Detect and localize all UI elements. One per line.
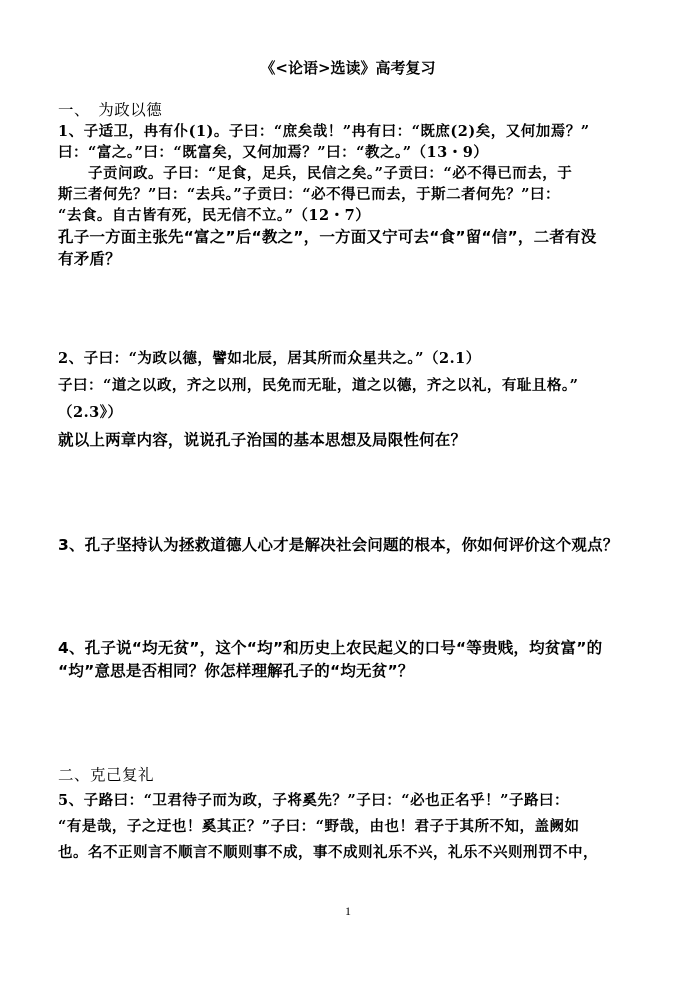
question-1-line-2: 曰：“富之。”曰：“既富矣，又何加焉？”曰：“教之。”（13・9） <box>58 144 489 161</box>
question-4-line-1: 4、孔子说“均无贫”，这个“均”和历史上农民起义的口号“等贵贱，均贫富”的 <box>58 639 603 657</box>
question-3-prompt: 3、孔子坚持认为拯救道德人心才是解决社会问题的根本，你如何评价这个观点？ <box>58 536 619 554</box>
question-1-line-4: 斯三者何先？”曰：“去兵。”子贡曰：“必不得已而去，于斯二者何先？”曰： <box>58 186 560 203</box>
section-heading-1: 一、 为政以德 <box>58 101 163 119</box>
document-title: 《<论语>选读》高考复习 <box>260 59 436 77</box>
question-5-line-1: 5、子路曰：“卫君待子而为政，子将奚先？”子曰：“必也正名乎！”子路曰： <box>58 792 569 809</box>
question-5-line-3: 也。名不正则言不顺言不顺则事不成，事不成则礼乐不兴，礼乐不兴则刑罚不中， <box>58 844 598 861</box>
question-1-prompt-line-2: 有矛盾？ <box>58 250 121 268</box>
question-2-line-1: 2、子曰：“为政以德，譬如北辰，居其所而众星共之。”（2.1） <box>58 350 481 367</box>
section-heading-2: 二、克己复礼 <box>58 766 155 784</box>
question-2-prompt: 就以上两章内容，说说孔子治国的基本思想及局限性何在？ <box>58 431 467 449</box>
question-4-line-2: “均”意思是否相同？你怎样理解孔子的“均无贫”？ <box>58 662 414 680</box>
page-number: 1 <box>345 904 351 918</box>
question-1-line-1: 1、子适卫，冉有仆(1)。子曰：“庶矣哉！”冉有曰：“既庶(2)矣，又何加焉？” <box>58 123 590 140</box>
question-1-line-3: 子贡问政。子曰：“足食，足兵，民信之矣。”子贡曰：“必不得已而去，于 <box>58 165 573 182</box>
question-1-prompt-line-1: 孔子一方面主张先“富之”后“教之”，一方面又宁可去“食”留“信”，二者有没 <box>58 228 597 246</box>
question-2-line-3: （2.3》） <box>58 404 123 421</box>
question-1-line-5: “去食。自古皆有死，民无信不立。”（12・7） <box>58 207 371 224</box>
question-2-line-2: 子曰：“道之以政，齐之以刑，民免而无耻，道之以德，齐之以礼，有耻且格。” <box>58 377 579 394</box>
question-5-line-2: “有是哉，子之迂也！奚其正？”子曰：“野哉，由也！君子于其所不知，盖阙如 <box>58 818 580 835</box>
